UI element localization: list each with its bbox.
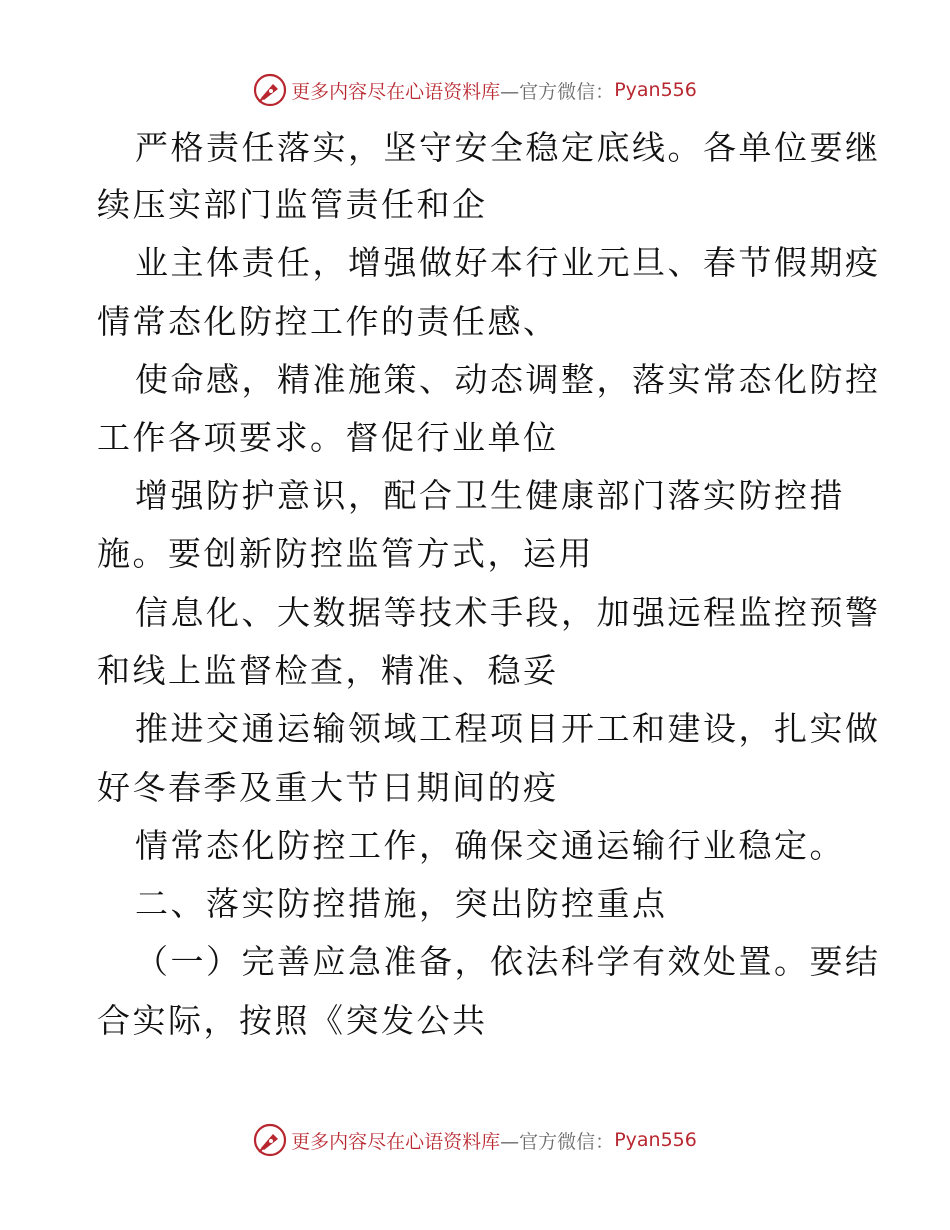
- paragraph-line: 使命感，精准施策、动态调整，落实常态化防控: [135, 360, 881, 399]
- paragraph-line: 增强防护意识，配合卫生健康部门落实防控措: [135, 476, 845, 515]
- paragraph-line: 施。要创新防控监管方式，运用: [97, 534, 594, 573]
- paragraph-line: 业主体责任，增强做好本行业元旦、春节假期疫: [135, 243, 881, 282]
- watermark-separator: —官方微信：: [500, 80, 615, 103]
- paragraph-line: 合实际，按照《突发公共: [97, 1001, 488, 1040]
- paragraph-line: 和线上监督检查，精准、稳妥: [97, 651, 559, 690]
- watermark-text: 更多内容尽在心语资料库: [291, 80, 501, 103]
- paragraph-line: 工作各项要求。督促行业单位: [97, 418, 559, 457]
- paragraph-line: （一）完善应急准备，依法科学有效处置。要结: [135, 942, 881, 981]
- watermark-account: Pyan556: [614, 79, 697, 101]
- watermark-separator: —官方微信：: [500, 1130, 615, 1153]
- paragraph-line: 续压实部门监管责任和企: [97, 185, 488, 224]
- paragraph-line: 推进交通运输领域工程项目开工和建设，扎实做: [135, 709, 881, 748]
- watermark-account: Pyan556: [614, 1129, 697, 1151]
- section-heading: 二、落实防控措施，突出防控重点: [135, 884, 668, 923]
- paragraph-line: 情常态化防控工作，确保交通运输行业稳定。: [135, 826, 845, 865]
- header-watermark: [0, 70, 950, 110]
- pen-nib-logo-icon: [253, 1123, 287, 1157]
- paragraph-line: 信息化、大数据等技术手段，加强远程监控预警: [135, 593, 881, 632]
- paragraph-line: 好冬春季及重大节日期间的疫: [97, 768, 559, 807]
- watermark-text: 更多内容尽在心语资料库: [291, 1130, 501, 1153]
- footer-watermark: [0, 1120, 950, 1160]
- paragraph-line: 情常态化防控工作的责任感、: [97, 302, 559, 341]
- paragraph-line: 严格责任落实，坚守安全稳定底线。各单位要继: [135, 128, 881, 167]
- pen-nib-logo-icon: [253, 73, 287, 107]
